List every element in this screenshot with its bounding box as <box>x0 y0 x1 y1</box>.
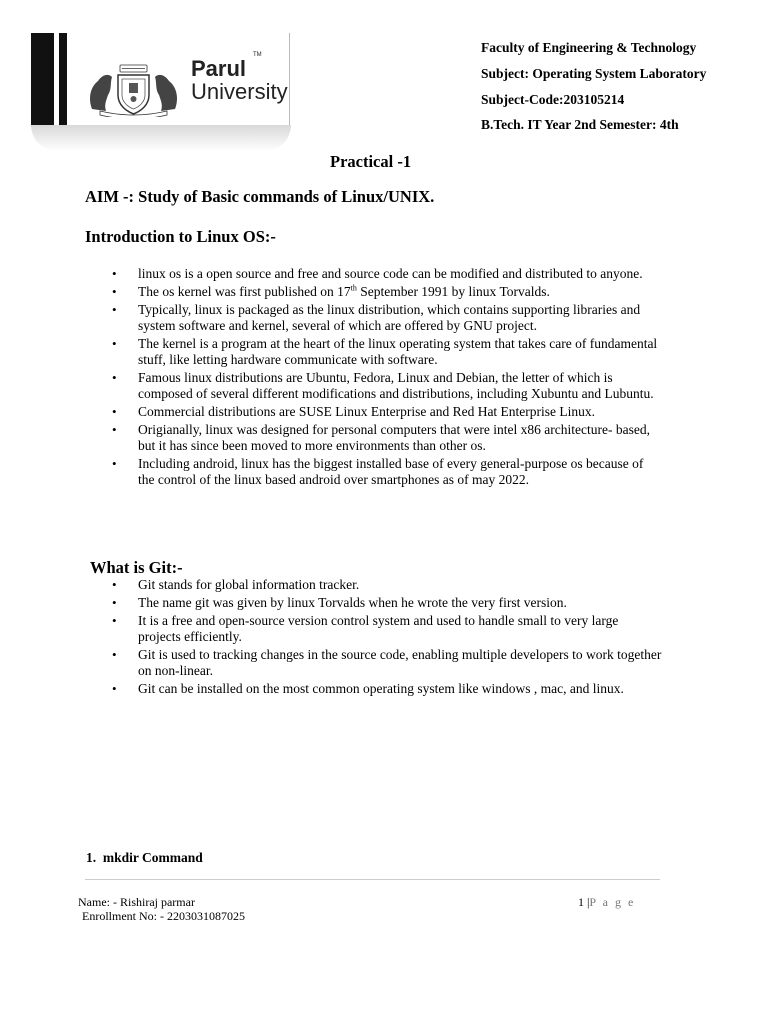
list-item: • Including android, linux has the biggest installed base of every general-purpose os because of the control of the linux based android over smartphones as of may 2022. <box>112 456 662 488</box>
footer-divider <box>85 879 660 880</box>
list-item: • Commercial distributions are SUSE Linux Enterprise and Red Hat Enterprise Linux. <box>112 404 662 420</box>
university-logo <box>31 33 291 151</box>
list-item: • The kernel is a program at the heart of the linux operating system that takes care of fundamental stuff, like letting hardware communicate with software. <box>112 336 662 368</box>
logo-bar-thin <box>59 33 67 125</box>
list-item: • Git is used to tracking changes in the source code, enabling multiple developers to work together on non-linear. <box>112 647 662 679</box>
git-list <box>112 577 662 699</box>
item-number: 1. <box>86 850 97 865</box>
kernel-text: The os kernel was first published on 17 <box>138 284 351 299</box>
list-item: • It is a free and open-source version control system and used to handle small to very large projects efficiently. <box>112 613 662 645</box>
logo-shadow <box>31 125 291 151</box>
list-item: • Typically, linux is packaged as the linux distribution, which contains supporting libraries and system software and kernel, several of which are offered by GNU project. <box>112 302 662 334</box>
university-seal-icon <box>86 61 181 117</box>
page-number <box>578 895 635 910</box>
logo-name-line2: University <box>191 79 288 104</box>
numbered-heading <box>86 850 203 866</box>
intro-list <box>112 266 662 490</box>
logo-name-line1: Parul <box>191 56 247 81</box>
list-item: • Git stands for global information tracker. <box>112 577 662 593</box>
logo-trademark: TM <box>253 52 262 58</box>
list-item: • Origianally, linux was designed for personal computers that were intel x86 architecture- based, but it has since been moved to more environments than other os. <box>112 422 662 454</box>
list-item: • Git can be installed on the most common operating system like windows , mac, and linux. <box>112 681 662 697</box>
footer-name: Name: - Rishiraj parmar <box>78 895 195 909</box>
logo-bar-thick <box>31 33 54 125</box>
aim-heading: AIM -: Study of Basic commands of Linux/UNIX. <box>85 187 435 206</box>
header-program: B.Tech. IT Year 2nd Semester: 4th <box>481 117 679 132</box>
page-title: Practical -1 <box>330 152 412 171</box>
footer-enrollment: Enrollment No: - 2203031087025 <box>82 909 245 923</box>
item-text: mkdir Command <box>102 850 203 865</box>
git-heading: What is Git:- <box>90 558 183 577</box>
kernel-text-rest: September 1991 by linux Torvalds. <box>356 284 550 299</box>
page-label: P a g e <box>589 895 636 909</box>
logo-divider <box>289 33 290 125</box>
list-item <box>112 284 662 300</box>
header-subject: Subject: Operating System Laboratory <box>481 66 707 81</box>
kernel-ordinal: th <box>350 283 357 293</box>
list-item: • Famous linux distributions are Ubuntu, Fedora, Linux and Debian, the letter of which is composed of several different modifications and distributions, including Xubuntu and Lubuntu. <box>112 370 662 402</box>
list-item: • linux os is a open source and free and source code can be modified and distributed to anyone. <box>112 266 662 282</box>
page-number-value: 1 | <box>578 895 590 909</box>
header-subject-code: Subject-Code:203105214 <box>481 92 625 107</box>
header-faculty: Faculty of Engineering & Technology <box>481 40 697 55</box>
intro-heading: Introduction to Linux OS:- <box>85 227 276 246</box>
list-item: • The name git was given by linux Torvalds when he wrote the very first version. <box>112 595 662 611</box>
logo-wordmark <box>191 52 288 104</box>
